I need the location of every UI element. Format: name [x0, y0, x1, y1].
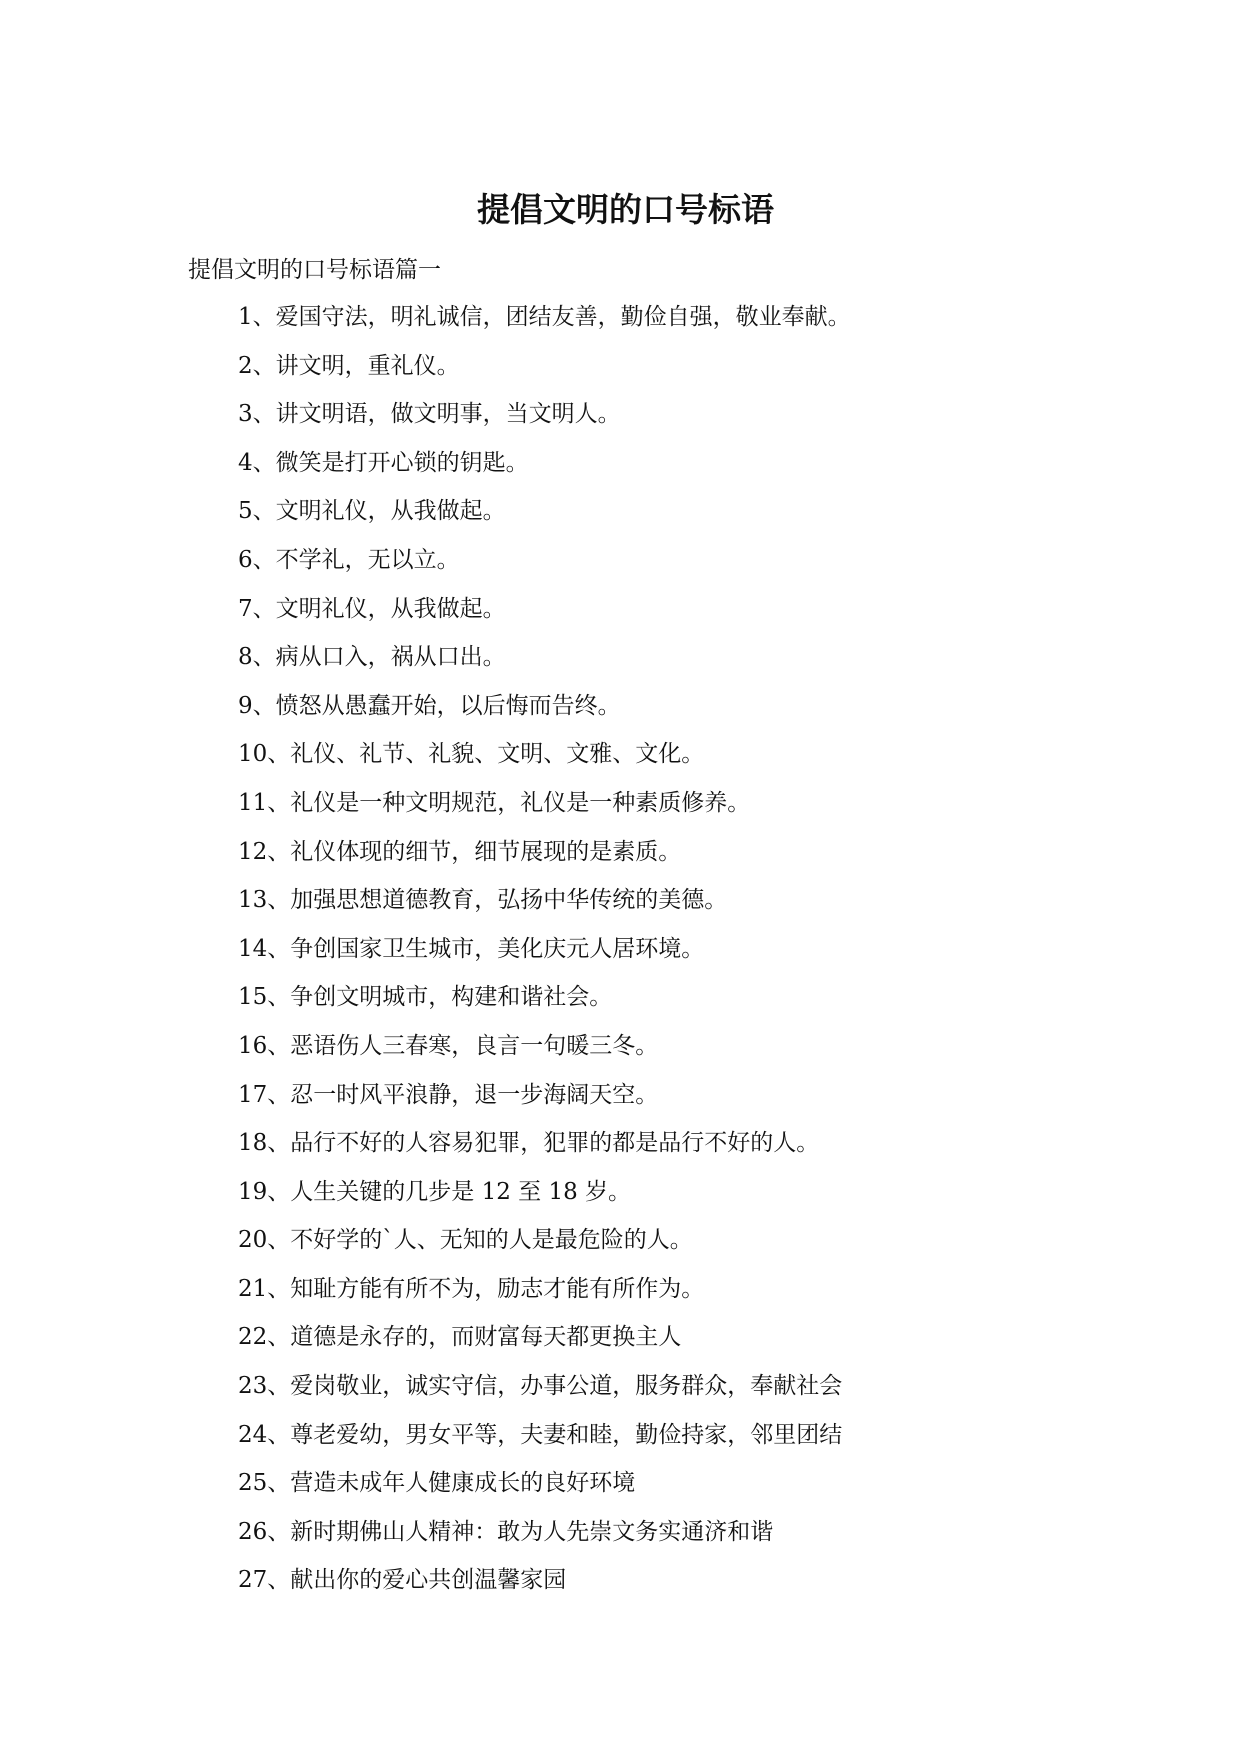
list-item: 24、尊老爱幼，男女平等，夫妻和睦，勤俭持家，邻里团结: [238, 1421, 843, 1448]
list-item: 16、恶语伤人三春寒，良言一句暖三冬。: [238, 1032, 659, 1059]
list-item: 14、争创国家卫生城市，美化庆元人居环境。: [238, 935, 705, 962]
list-item: 8、病从口入，祸从口出。: [238, 644, 506, 671]
list-item: 5、文明礼仪，从我做起。: [238, 498, 506, 525]
list-item: 11、礼仪是一种文明规范，礼仪是一种素质修养。: [238, 789, 751, 816]
list-item: 23、爱岗敬业，诚实守信，办事公道，服务群众，奉献社会: [238, 1373, 843, 1400]
document-title: 提倡文明的口号标语: [477, 190, 774, 229]
list-item: 1、爱国守法，明礼诚信，团结友善，勤俭自强，敬业奉献。: [238, 304, 851, 330]
list-item: 3、讲文明语，做文明事，当文明人。: [238, 401, 621, 428]
list-item: 9、愤怒从愚蠢开始，以后悔而告终。: [238, 692, 621, 719]
list-item: 6、不学礼，无以立。: [238, 546, 460, 573]
list-item: 10、礼仪、礼节、礼貌、文明、文雅、文化。: [238, 741, 705, 768]
section-title: 提倡文明的口号标语篇一: [188, 257, 441, 283]
list-item: 22、道德是永存的，而财富每天都更换主人: [238, 1324, 682, 1351]
list-item: 4、微笑是打开心锁的钥匙。: [238, 449, 529, 476]
list-item: 21、知耻方能有所不为，励志才能有所作为。: [238, 1275, 705, 1302]
list-item: 18、品行不好的人容易犯罪，犯罪的都是品行不好的人。: [238, 1130, 820, 1157]
list-item: 2、讲文明，重礼仪。: [238, 352, 460, 379]
list-item: 19、人生关键的几步是 12 至 18 岁。: [238, 1178, 632, 1205]
list-item: 13、加强思想道德教育，弘扬中华传统的美德。: [238, 887, 728, 914]
list-item: 12、礼仪体现的细节，细节展现的是素质。: [238, 838, 682, 865]
list-item: 20、不好学的`人、无知的人是最危险的人。: [238, 1227, 693, 1254]
list-item: 25、营造未成年人健康成长的良好环境: [238, 1470, 636, 1497]
list-item: 27、献出你的爱心共创温馨家园: [238, 1567, 567, 1594]
list-item: 17、忍一时风平浪静，退一步海阔天空。: [238, 1081, 659, 1108]
list-item: 15、争创文明城市，构建和谐社会。: [238, 984, 613, 1011]
slogan-list: [238, 301, 1198, 1613]
list-item: 7、文明礼仪，从我做起。: [238, 595, 506, 622]
list-item: 26、新时期佛山人精神：敢为人先崇文务实通济和谐: [238, 1518, 774, 1545]
